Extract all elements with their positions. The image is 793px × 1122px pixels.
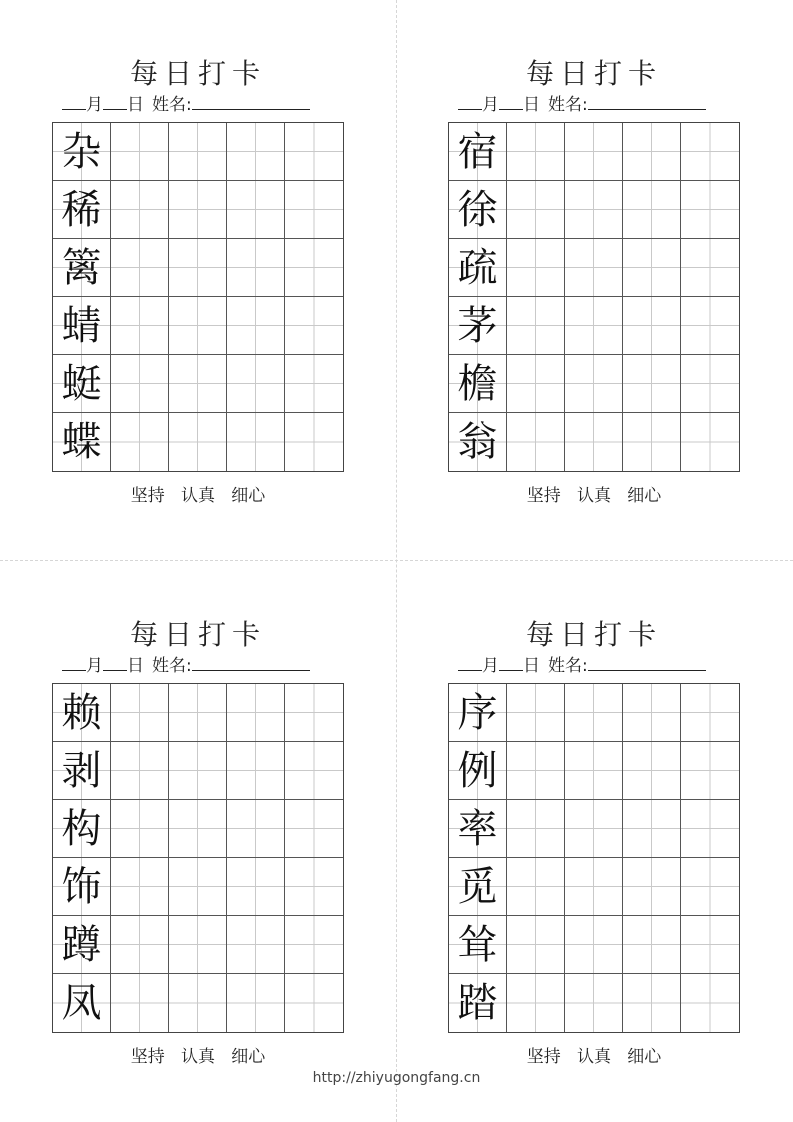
practice-cell[interactable] bbox=[169, 800, 227, 858]
model-character: 构 bbox=[61, 805, 102, 852]
practice-cell[interactable] bbox=[507, 355, 565, 413]
day-label: 日 bbox=[523, 656, 540, 676]
practice-cell[interactable] bbox=[507, 916, 565, 974]
card-title: 每日打卡 bbox=[129, 57, 266, 90]
practice-cell[interactable] bbox=[169, 684, 227, 742]
practice-cell[interactable] bbox=[681, 239, 739, 297]
practice-cell[interactable] bbox=[227, 916, 285, 974]
practice-cell[interactable] bbox=[169, 123, 227, 181]
practice-cell[interactable] bbox=[565, 974, 623, 1032]
practice-cell[interactable] bbox=[507, 742, 565, 800]
practice-cell[interactable] bbox=[565, 684, 623, 742]
model-character-cell bbox=[449, 684, 507, 742]
practice-cell[interactable] bbox=[285, 684, 343, 742]
month-blank[interactable] bbox=[62, 653, 86, 671]
footer-url[interactable]: http://zhiyugongfang.cn bbox=[312, 1070, 481, 1086]
name-label: 姓名: bbox=[152, 95, 192, 115]
motto: 坚持 认真 细心 bbox=[130, 486, 266, 506]
card-title: 每日打卡 bbox=[525, 618, 662, 651]
practice-cell[interactable] bbox=[565, 858, 623, 916]
model-character-cell bbox=[449, 181, 507, 239]
practice-cell[interactable] bbox=[507, 239, 565, 297]
practice-cell[interactable] bbox=[169, 974, 227, 1032]
model-character: 疏 bbox=[457, 244, 498, 291]
practice-grid bbox=[52, 683, 344, 1033]
practice-cell[interactable] bbox=[623, 684, 681, 742]
practice-cell[interactable] bbox=[111, 123, 169, 181]
model-character-cell bbox=[449, 123, 507, 181]
day-label: 日 bbox=[127, 656, 144, 676]
practice-cell[interactable] bbox=[565, 355, 623, 413]
day-label: 日 bbox=[127, 95, 144, 115]
practice-grid bbox=[448, 683, 740, 1033]
vertical-cut-line bbox=[396, 0, 397, 1122]
horizontal-cut-line bbox=[0, 560, 793, 561]
check-in-card bbox=[448, 617, 740, 1077]
model-character-cell bbox=[449, 916, 507, 974]
practice-cell[interactable] bbox=[681, 800, 739, 858]
practice-cell[interactable] bbox=[507, 858, 565, 916]
practice-cell[interactable] bbox=[227, 742, 285, 800]
model-character-cell bbox=[53, 123, 111, 181]
practice-cell[interactable] bbox=[111, 413, 169, 471]
model-character: 踏 bbox=[457, 980, 498, 1026]
check-in-card bbox=[448, 56, 740, 516]
name-blank[interactable] bbox=[588, 653, 706, 671]
card-title: 每日打卡 bbox=[525, 57, 662, 90]
practice-cell[interactable] bbox=[111, 239, 169, 297]
practice-cell[interactable] bbox=[285, 123, 343, 181]
model-character: 蝶 bbox=[61, 419, 102, 465]
practice-cell[interactable] bbox=[623, 181, 681, 239]
practice-cell[interactable] bbox=[565, 181, 623, 239]
model-character: 率 bbox=[457, 805, 498, 852]
practice-cell[interactable] bbox=[565, 239, 623, 297]
model-character-cell bbox=[53, 181, 111, 239]
practice-cell[interactable] bbox=[227, 123, 285, 181]
practice-cell[interactable] bbox=[111, 800, 169, 858]
practice-cell[interactable] bbox=[285, 239, 343, 297]
model-character-cell bbox=[53, 974, 111, 1032]
practice-cell[interactable] bbox=[565, 800, 623, 858]
practice-cell[interactable] bbox=[285, 916, 343, 974]
month-label: 月 bbox=[86, 656, 103, 676]
practice-cell[interactable] bbox=[169, 858, 227, 916]
practice-cell[interactable] bbox=[623, 413, 681, 471]
practice-cell[interactable] bbox=[227, 858, 285, 916]
model-character-cell bbox=[449, 800, 507, 858]
month-label: 月 bbox=[482, 656, 499, 676]
motto: 坚持 认真 细心 bbox=[130, 1047, 266, 1067]
practice-cell[interactable] bbox=[681, 123, 739, 181]
practice-cell[interactable] bbox=[169, 413, 227, 471]
model-character-cell bbox=[449, 413, 507, 471]
model-character: 剥 bbox=[61, 747, 102, 794]
practice-cell[interactable] bbox=[565, 742, 623, 800]
practice-cell[interactable] bbox=[507, 974, 565, 1032]
model-character-cell bbox=[449, 742, 507, 800]
model-character-cell bbox=[449, 355, 507, 413]
practice-cell[interactable] bbox=[507, 181, 565, 239]
practice-cell[interactable] bbox=[623, 974, 681, 1032]
practice-cell[interactable] bbox=[681, 684, 739, 742]
model-character: 檐 bbox=[457, 360, 498, 407]
practice-cell[interactable] bbox=[623, 239, 681, 297]
model-character-cell bbox=[53, 413, 111, 471]
day-blank[interactable] bbox=[499, 92, 523, 110]
date-name-line bbox=[62, 92, 310, 116]
practice-cell[interactable] bbox=[169, 239, 227, 297]
model-character-cell bbox=[53, 858, 111, 916]
practice-cell[interactable] bbox=[681, 742, 739, 800]
model-character: 蜓 bbox=[61, 360, 102, 407]
practice-cell[interactable] bbox=[111, 858, 169, 916]
model-character: 赖 bbox=[61, 689, 102, 736]
model-character-cell bbox=[53, 355, 111, 413]
card-title: 每日打卡 bbox=[129, 618, 266, 651]
practice-cell[interactable] bbox=[111, 974, 169, 1032]
practice-cell[interactable] bbox=[681, 916, 739, 974]
practice-cell[interactable] bbox=[681, 858, 739, 916]
month-blank[interactable] bbox=[62, 92, 86, 110]
day-label: 日 bbox=[523, 95, 540, 115]
practice-cell[interactable] bbox=[565, 123, 623, 181]
practice-cell[interactable] bbox=[623, 123, 681, 181]
model-character-cell bbox=[449, 239, 507, 297]
model-character-cell bbox=[449, 974, 507, 1032]
practice-cell[interactable] bbox=[565, 297, 623, 355]
month-label: 月 bbox=[482, 95, 499, 115]
practice-cell[interactable] bbox=[565, 916, 623, 974]
model-character: 蹲 bbox=[61, 921, 102, 968]
practice-cell[interactable] bbox=[681, 297, 739, 355]
date-name-line bbox=[458, 92, 706, 116]
practice-cell[interactable] bbox=[227, 239, 285, 297]
name-label: 姓名: bbox=[548, 656, 588, 676]
practice-cell[interactable] bbox=[111, 742, 169, 800]
practice-cell[interactable] bbox=[227, 800, 285, 858]
model-character: 耸 bbox=[457, 921, 498, 968]
practice-cell[interactable] bbox=[507, 684, 565, 742]
practice-cell[interactable] bbox=[285, 413, 343, 471]
model-character-cell bbox=[449, 297, 507, 355]
practice-cell[interactable] bbox=[285, 800, 343, 858]
practice-grid bbox=[448, 122, 740, 472]
name-label: 姓名: bbox=[548, 95, 588, 115]
practice-cell[interactable] bbox=[285, 974, 343, 1032]
practice-cell[interactable] bbox=[285, 858, 343, 916]
practice-cell[interactable] bbox=[227, 974, 285, 1032]
practice-cell[interactable] bbox=[623, 800, 681, 858]
practice-cell[interactable] bbox=[169, 742, 227, 800]
practice-cell[interactable] bbox=[169, 916, 227, 974]
practice-cell[interactable] bbox=[227, 297, 285, 355]
motto: 坚持 认真 细心 bbox=[526, 486, 662, 506]
practice-cell[interactable] bbox=[623, 916, 681, 974]
motto: 坚持 认真 细心 bbox=[526, 1047, 662, 1067]
model-character-cell bbox=[53, 297, 111, 355]
practice-cell[interactable] bbox=[227, 684, 285, 742]
practice-cell[interactable] bbox=[111, 355, 169, 413]
model-character: 徐 bbox=[457, 186, 498, 233]
practice-cell[interactable] bbox=[681, 181, 739, 239]
practice-cell[interactable] bbox=[507, 413, 565, 471]
practice-cell[interactable] bbox=[111, 181, 169, 239]
practice-grid bbox=[52, 122, 344, 472]
practice-cell[interactable] bbox=[111, 684, 169, 742]
model-character: 蜻 bbox=[61, 302, 102, 349]
model-character: 翁 bbox=[457, 419, 498, 465]
model-character: 例 bbox=[457, 747, 498, 794]
model-character-cell bbox=[53, 916, 111, 974]
model-character: 觅 bbox=[457, 863, 498, 910]
model-character-cell bbox=[53, 742, 111, 800]
practice-cell[interactable] bbox=[285, 355, 343, 413]
practice-cell[interactable] bbox=[623, 858, 681, 916]
model-character-cell bbox=[53, 239, 111, 297]
practice-cell[interactable] bbox=[285, 742, 343, 800]
model-character: 稀 bbox=[61, 186, 102, 233]
date-name-line bbox=[62, 653, 310, 677]
practice-cell[interactable] bbox=[623, 742, 681, 800]
practice-cell[interactable] bbox=[227, 413, 285, 471]
practice-cell[interactable] bbox=[169, 181, 227, 239]
check-in-card bbox=[52, 617, 344, 1077]
practice-cell[interactable] bbox=[227, 355, 285, 413]
model-character: 序 bbox=[457, 689, 498, 736]
practice-cell[interactable] bbox=[623, 355, 681, 413]
model-character: 宿 bbox=[457, 128, 498, 175]
name-blank[interactable] bbox=[192, 92, 310, 110]
model-character: 饰 bbox=[61, 863, 102, 910]
name-label: 姓名: bbox=[152, 656, 192, 676]
practice-cell[interactable] bbox=[507, 297, 565, 355]
date-name-line bbox=[458, 653, 706, 677]
model-character-cell bbox=[53, 800, 111, 858]
practice-cell[interactable] bbox=[169, 297, 227, 355]
practice-cell[interactable] bbox=[285, 181, 343, 239]
month-blank[interactable] bbox=[458, 653, 482, 671]
practice-cell[interactable] bbox=[623, 297, 681, 355]
practice-cell[interactable] bbox=[565, 413, 623, 471]
practice-cell[interactable] bbox=[285, 297, 343, 355]
month-label: 月 bbox=[86, 95, 103, 115]
practice-cell[interactable] bbox=[681, 355, 739, 413]
day-blank[interactable] bbox=[103, 92, 127, 110]
practice-cell[interactable] bbox=[507, 123, 565, 181]
practice-cell[interactable] bbox=[227, 181, 285, 239]
name-blank[interactable] bbox=[192, 653, 310, 671]
practice-cell[interactable] bbox=[169, 355, 227, 413]
model-character-cell bbox=[53, 684, 111, 742]
practice-cell[interactable] bbox=[681, 413, 739, 471]
day-blank[interactable] bbox=[499, 653, 523, 671]
practice-cell[interactable] bbox=[111, 297, 169, 355]
model-character-cell bbox=[449, 858, 507, 916]
day-blank[interactable] bbox=[103, 653, 127, 671]
model-character: 篱 bbox=[61, 244, 102, 291]
check-in-card bbox=[52, 56, 344, 516]
month-blank[interactable] bbox=[458, 92, 482, 110]
name-blank[interactable] bbox=[588, 92, 706, 110]
model-character: 杂 bbox=[61, 128, 102, 175]
model-character: 凤 bbox=[61, 980, 102, 1026]
practice-cell[interactable] bbox=[681, 974, 739, 1032]
practice-cell[interactable] bbox=[111, 916, 169, 974]
model-character: 茅 bbox=[457, 302, 498, 349]
practice-cell[interactable] bbox=[507, 800, 565, 858]
